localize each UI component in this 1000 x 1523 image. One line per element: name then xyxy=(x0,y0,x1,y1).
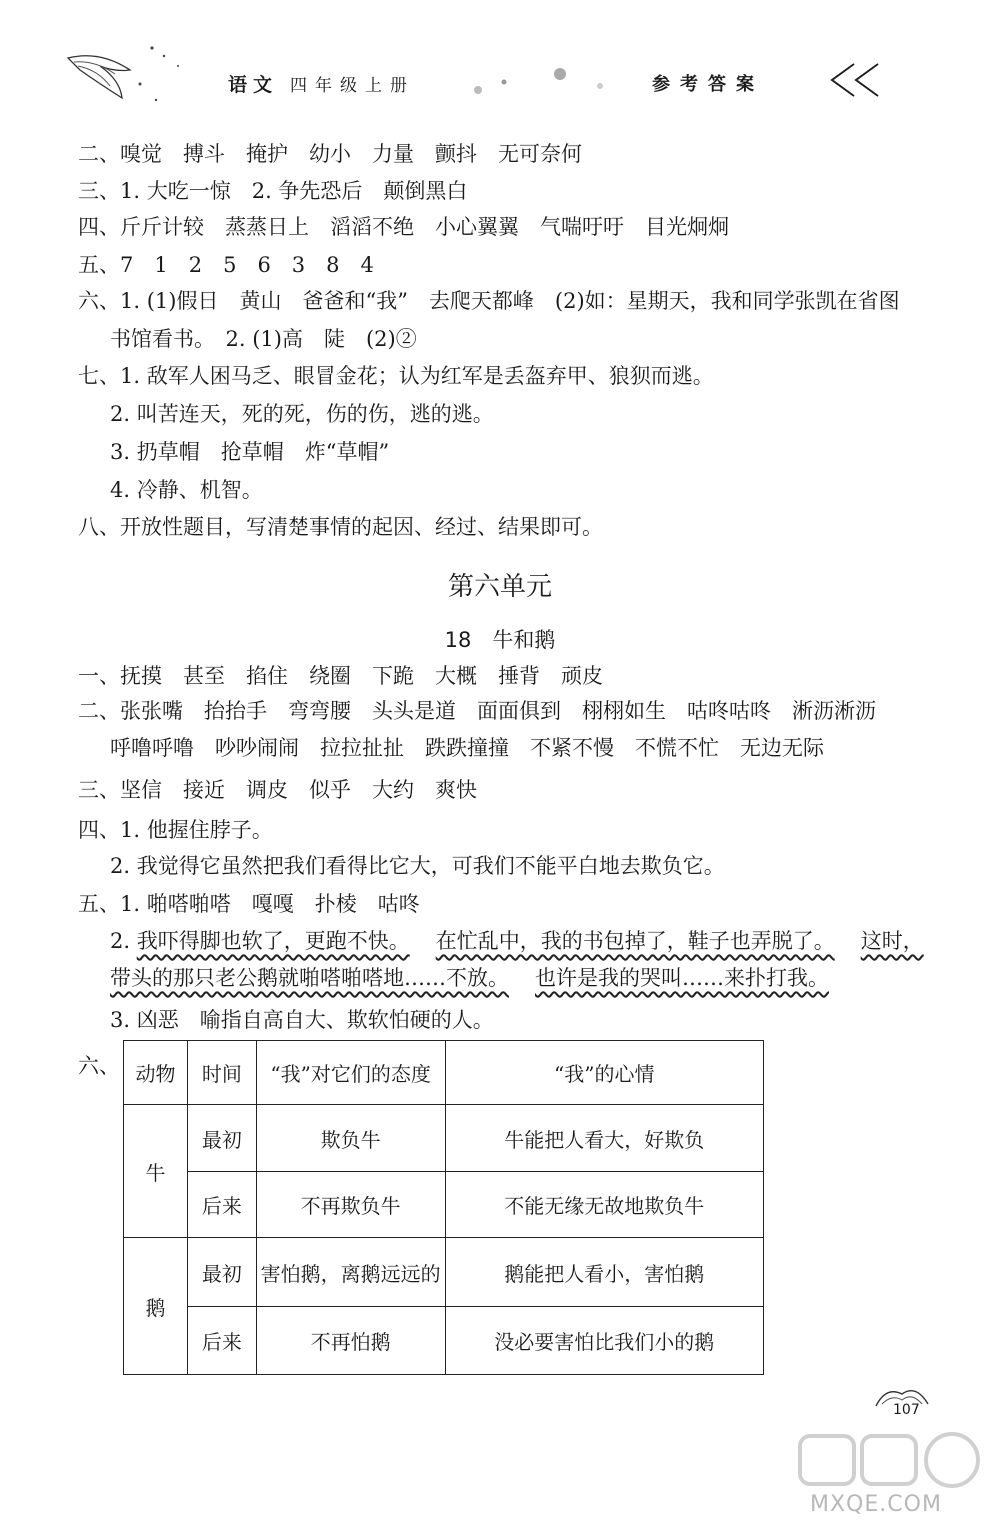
answer-line: 3. 扔草帽 抢草帽 炸“草帽” xyxy=(110,440,390,464)
underlined-sentence: 我吓得脚也软了，更跑不快。 xyxy=(136,929,410,953)
answer-line: 七、1. 敌军人困马乏、眼冒金花；认为红军是丢盔弃甲、狼狈而逃。 xyxy=(78,364,714,388)
answer-line: 二、张张嘴 抬抬手 弯弯腰 头头是道 面面俱到 栩栩如生 咕咚咕咚 淅沥淅沥 xyxy=(78,699,876,723)
answer-line: 3. 凶恶 喻指自高自大、欺软怕硬的人。 xyxy=(110,1008,494,1032)
answer-line xyxy=(110,964,829,992)
answer-prefix: 2. xyxy=(110,929,137,953)
page-number: 107 xyxy=(893,1402,920,1418)
answer-line: 二、嗅觉 搏斗 掩护 幼小 力量 颤抖 无可奈何 xyxy=(78,142,582,166)
table-cell-attitude: 欺负牛 xyxy=(256,1105,445,1172)
answer-line: 三、1. 大吃一惊 2. 争先恐后 颠倒黑白 xyxy=(78,179,468,203)
table-cell-attitude: 不再怕鹅 xyxy=(256,1307,445,1375)
table-cell-animal: 鹅 xyxy=(124,1238,188,1375)
table-cell-mood: 没必要害怕比我们小的鹅 xyxy=(445,1307,763,1375)
table-header-cell: “我”对它们的态度 xyxy=(256,1041,445,1105)
table-row xyxy=(124,1172,764,1238)
table-cell-mood: 不能无缘无故地欺负牛 xyxy=(445,1172,763,1238)
table-row xyxy=(124,1307,764,1375)
answer-line: 五、7 1 2 5 6 3 8 4 xyxy=(78,253,374,277)
answer-table xyxy=(123,1040,764,1375)
dots-decoration-icon xyxy=(460,60,630,100)
table-header-cell: “我”的心情 xyxy=(445,1041,763,1105)
watermark-text: MXQE.COM xyxy=(810,1492,942,1517)
answer-line: 四、斤斤计较 蒸蒸日上 滔滔不绝 小心翼翼 气喘吁吁 目光炯炯 xyxy=(78,215,729,239)
table-cell-mood: 鹅能把人看小，害怕鹅 xyxy=(445,1238,763,1307)
table-header-row xyxy=(124,1041,764,1105)
underlined-sentence: 在忙乱中，我的书包掉了，鞋子也弄脱了。 xyxy=(435,929,835,953)
answer-line: 4. 冷静、机智。 xyxy=(110,478,263,502)
answer-line: 三、坚信 接近 调皮 似乎 大约 爽快 xyxy=(78,778,477,802)
table-cell-time: 最初 xyxy=(187,1238,256,1307)
unit-title: 第六单元 xyxy=(447,572,552,602)
table-row xyxy=(124,1105,764,1172)
answer-line: 四、1. 他握住脖子。 xyxy=(78,818,273,842)
reference-answers-title: 参考答案 xyxy=(652,74,764,95)
answer-line: 五、1. 啪嗒啪嗒 嘎嘎 扑棱 咕咚 xyxy=(78,892,420,916)
page-header xyxy=(60,40,940,110)
answer-line: 八、开放性题目，写清楚事情的起因、经过、结果即可。 xyxy=(78,515,603,539)
answer-line: 书馆看书。 2. (1)高 陡 (2)② xyxy=(110,327,417,351)
underlined-sentence: 带头的那只老公鹅就啪嗒啪嗒地……不放。 xyxy=(110,966,509,990)
table-cell-time: 后来 xyxy=(187,1172,256,1238)
answer-line: 一、抚摸 甚至 掐住 绕圈 下跪 大概 捶背 顽皮 xyxy=(78,664,603,688)
table-row xyxy=(124,1238,764,1307)
answer-line: 六、1. (1)假日 黄山 爸爸和“我” 去爬天都峰 (2)如：星期天，我和同学张凯在省图 xyxy=(78,289,900,313)
underlined-sentence: 这时， xyxy=(860,929,924,953)
answer-line xyxy=(110,927,924,955)
double-chevron-left-icon xyxy=(820,60,890,100)
question-label: 六、 xyxy=(78,1054,120,1078)
answer-line: 2. 我觉得它虽然把我们看得比它大，可我们不能平白地去欺负它。 xyxy=(110,854,725,878)
answer-line: 呼噜呼噜 吵吵闹闹 拉拉扯扯 跌跌撞撞 不紧不慢 不慌不忙 无边无际 xyxy=(110,736,824,760)
table-cell-attitude: 害怕鹅，离鹅远远的 xyxy=(256,1238,445,1307)
grade-label: 四年级上册 xyxy=(290,76,415,96)
bird-decoration-icon xyxy=(60,40,210,110)
table-cell-attitude: 不再欺负牛 xyxy=(256,1172,445,1238)
table-cell-mood: 牛能把人看大，好欺负 xyxy=(445,1105,763,1172)
subject-label: 语文 xyxy=(228,74,279,96)
table-cell-time: 后来 xyxy=(187,1307,256,1375)
table-cell-animal: 牛 xyxy=(124,1105,188,1238)
table-cell-time: 最初 xyxy=(187,1105,256,1172)
answer-line: 2. 叫苦连天，死的死，伤的伤，逃的逃。 xyxy=(110,402,494,426)
table-header-cell: 动物 xyxy=(124,1041,188,1105)
underlined-sentence: 也许是我的哭叫……来扑打我。 xyxy=(535,966,829,990)
table-header-cell: 时间 xyxy=(187,1041,256,1105)
lesson-title: 18 牛和鹅 xyxy=(444,628,556,652)
